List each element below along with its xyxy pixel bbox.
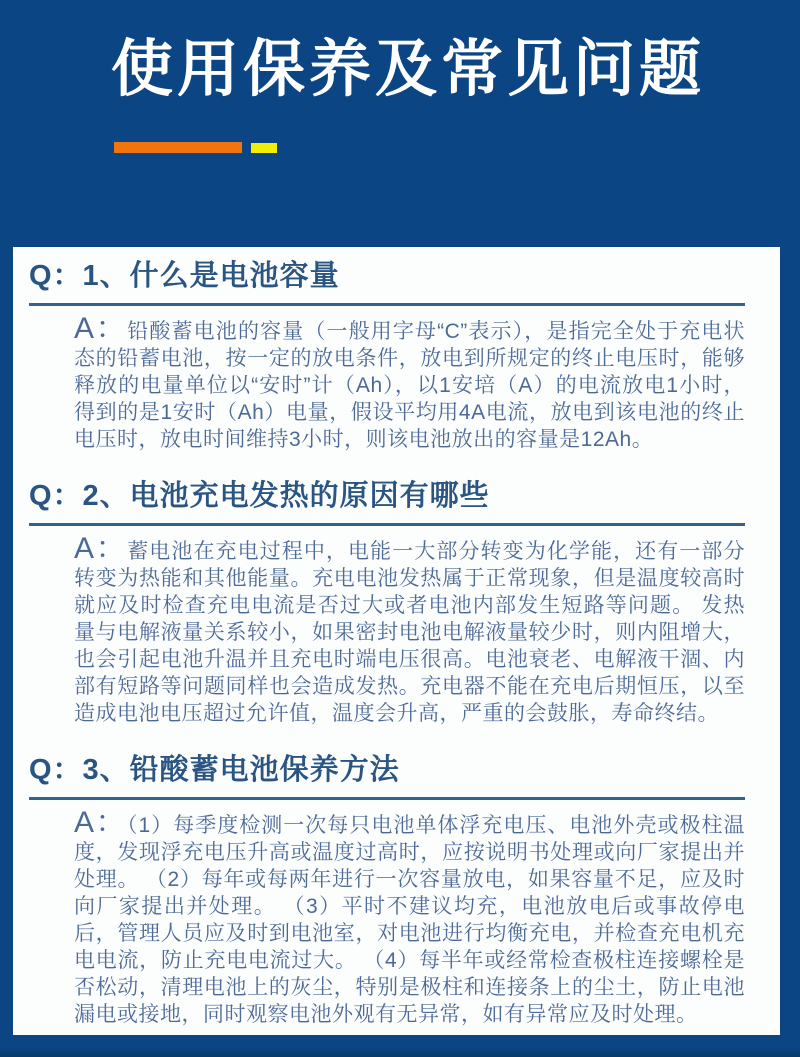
question-heading-3: Q：3、铅酸蓄电池保养方法 [29,754,400,786]
qa-section-2 [29,475,745,727]
question-heading-2: Q：2、电池充电发热的原因有哪些 [29,480,490,512]
answer-text-1 [74,312,745,453]
title-accent-bars [114,142,800,153]
answer-text-2 [74,532,745,727]
answer-body-1: 铅酸蓄电池的容量（一般用字母“C”表示），是指完全处于充电状态的铅蓄电池，按一定的放电条件，放电到所规定的终止电压时，能够释放的电量单位以“安时”计（Ah），以1安培（A）的电流放电1小时，得到的是1安时（Ah）电量，假设平均用4A电流，放电到该电池的终止电压时，放电时间维持3小时，则该电池放出的容量是12Ah。 [74,320,745,451]
accent-bar-orange [114,142,242,153]
header [0,0,800,153]
qa-section-1 [29,255,745,453]
question-divider-2 [29,523,745,526]
page-title: 使用保养及常见问题 [111,35,706,104]
answer-label-2: A： [74,532,128,565]
footer-strip [0,1035,800,1057]
answer-label-1: A： [74,312,128,345]
question-heading-1: Q：1、什么是电池容量 [29,260,340,292]
accent-bar-yellow [251,143,277,153]
answer-label-3: A： [74,806,128,839]
answer-body-3: （1）每季度检测一次每只电池单体浮充电压、电池外壳或极柱温度，发现浮充电压升高或温度过高时，应按说明书处理或向厂家提出并处理。 （2）每年或每两年进行一次容量放电，如果容量不足，应及时向厂家提出并处理。 （3）平时不建议均充，电池放电后或事故停电后，管理人员应及时到电池室，对电池进行均衡充电，并检查充电机充电电流，防止充电电流过大。 （4）每半年或经常检查极柱连接螺栓是否松动，清理电池上的灰尘，特别是极柱和连接条上的尘土，防止电池漏电或接地，同时观察电池外观有无异常，如有异常应及时处理。 [74,814,745,1026]
qa-section-3 [29,749,745,1028]
answer-body-2: 蓄电池在充电过程中，电能一大部分转变为化学能，还有一部分转变为热能和其他能量。充电电池发热属于正常现象，但是温度较高时就应及时检查充电电流是否过大或者电池内部发生短路等问题。 发热量与电解液量关系较小，如果密封电池电解液量较少时，则内阻增大，也会引起电池升温并且充电时端电压很高。电池衰老、电解液干涸、内部有短路等问题同样也会造成发热。充电器不能在充电后期恒压，以至造成电池电压超过允许值，温度会升高，严重的会鼓胀，寿命终结。 [74,540,745,725]
answer-text-3 [74,806,745,1028]
question-divider-3 [29,797,745,800]
question-divider-1 [29,303,745,306]
content-card [13,247,780,1035]
